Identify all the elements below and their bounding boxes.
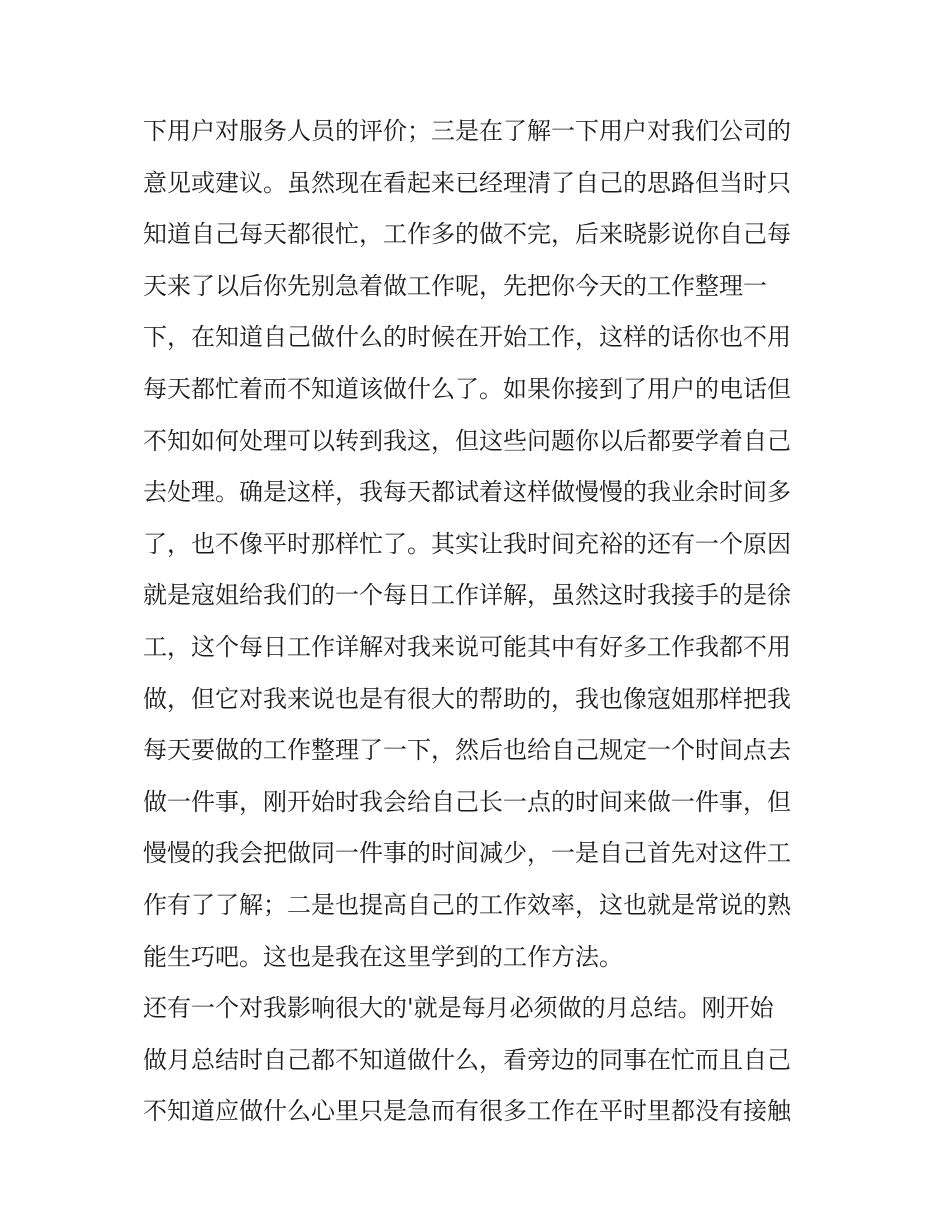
text-line: 天来了以后你先别急着做工作呢，先把你今天的工作整理一 — [143, 271, 767, 300]
text-line: 了，也不像平时那样忙了。其实让我时间充裕的还有一个原因 — [143, 529, 791, 558]
text-line: 工，这个每日工作详解对我来说可能其中有好多工作我都不用 — [143, 632, 791, 661]
text-line: 每天要做的工作整理了一下，然后也给自己规定一个时间点去 — [143, 736, 791, 765]
text-line: 去处理。确是这样，我每天都试着这样做慢慢的我业余时间多 — [143, 478, 791, 507]
text-line: 还有一个对我影响很大的'就是每月必须做的月总结。刚开始 — [143, 994, 774, 1023]
text-line: 下用户对服务人员的评价；三是在了解一下用户对我们公司的 — [143, 117, 791, 145]
text-line: 知道自己每天都很忙，工作多的做不完，后来晓影说你自己每 — [143, 220, 791, 249]
body-text — [143, 106, 823, 1138]
text-line: 就是寇姐给我们的一个每日工作详解，虽然这时我接手的是徐 — [143, 581, 791, 610]
text-line: 做月总结时自己都不知道做什么，看旁边的同事在忙而且自己 — [143, 1045, 791, 1074]
text-line: 能生巧吧。这也是我在这里学到的工作方法。 — [143, 942, 623, 971]
text-line: 每天都忙着而不知道该做什么了。如果你接到了用户的电话但 — [143, 374, 791, 403]
text-line: 意见或建议。虽然现在看起来已经理清了自己的思路但当时只 — [143, 168, 791, 197]
text-line: 做一件事，刚开始时我会给自己长一点的时间来做一件事，但 — [143, 787, 791, 816]
text-line: 下，在知道自己做什么的时候在开始工作，这样的话你也不用 — [143, 323, 791, 352]
text-line: 慢慢的我会把做同一件事的时间减少，一是自己首先对这件工 — [143, 839, 791, 868]
text-line: 做，但它对我来说也是有很大的帮助的，我也像寇姐那样把我 — [143, 684, 791, 713]
text-line: 不知如何处理可以转到我这，但这些问题你以后都要学着自己 — [143, 426, 791, 455]
text-line: 作有了了解；二是也提高自己的工作效率，这也就是常说的熟 — [143, 890, 791, 919]
text-line: 不知道应做什么心里只是急而有很多工作在平时里都没有接触 — [143, 1097, 791, 1126]
